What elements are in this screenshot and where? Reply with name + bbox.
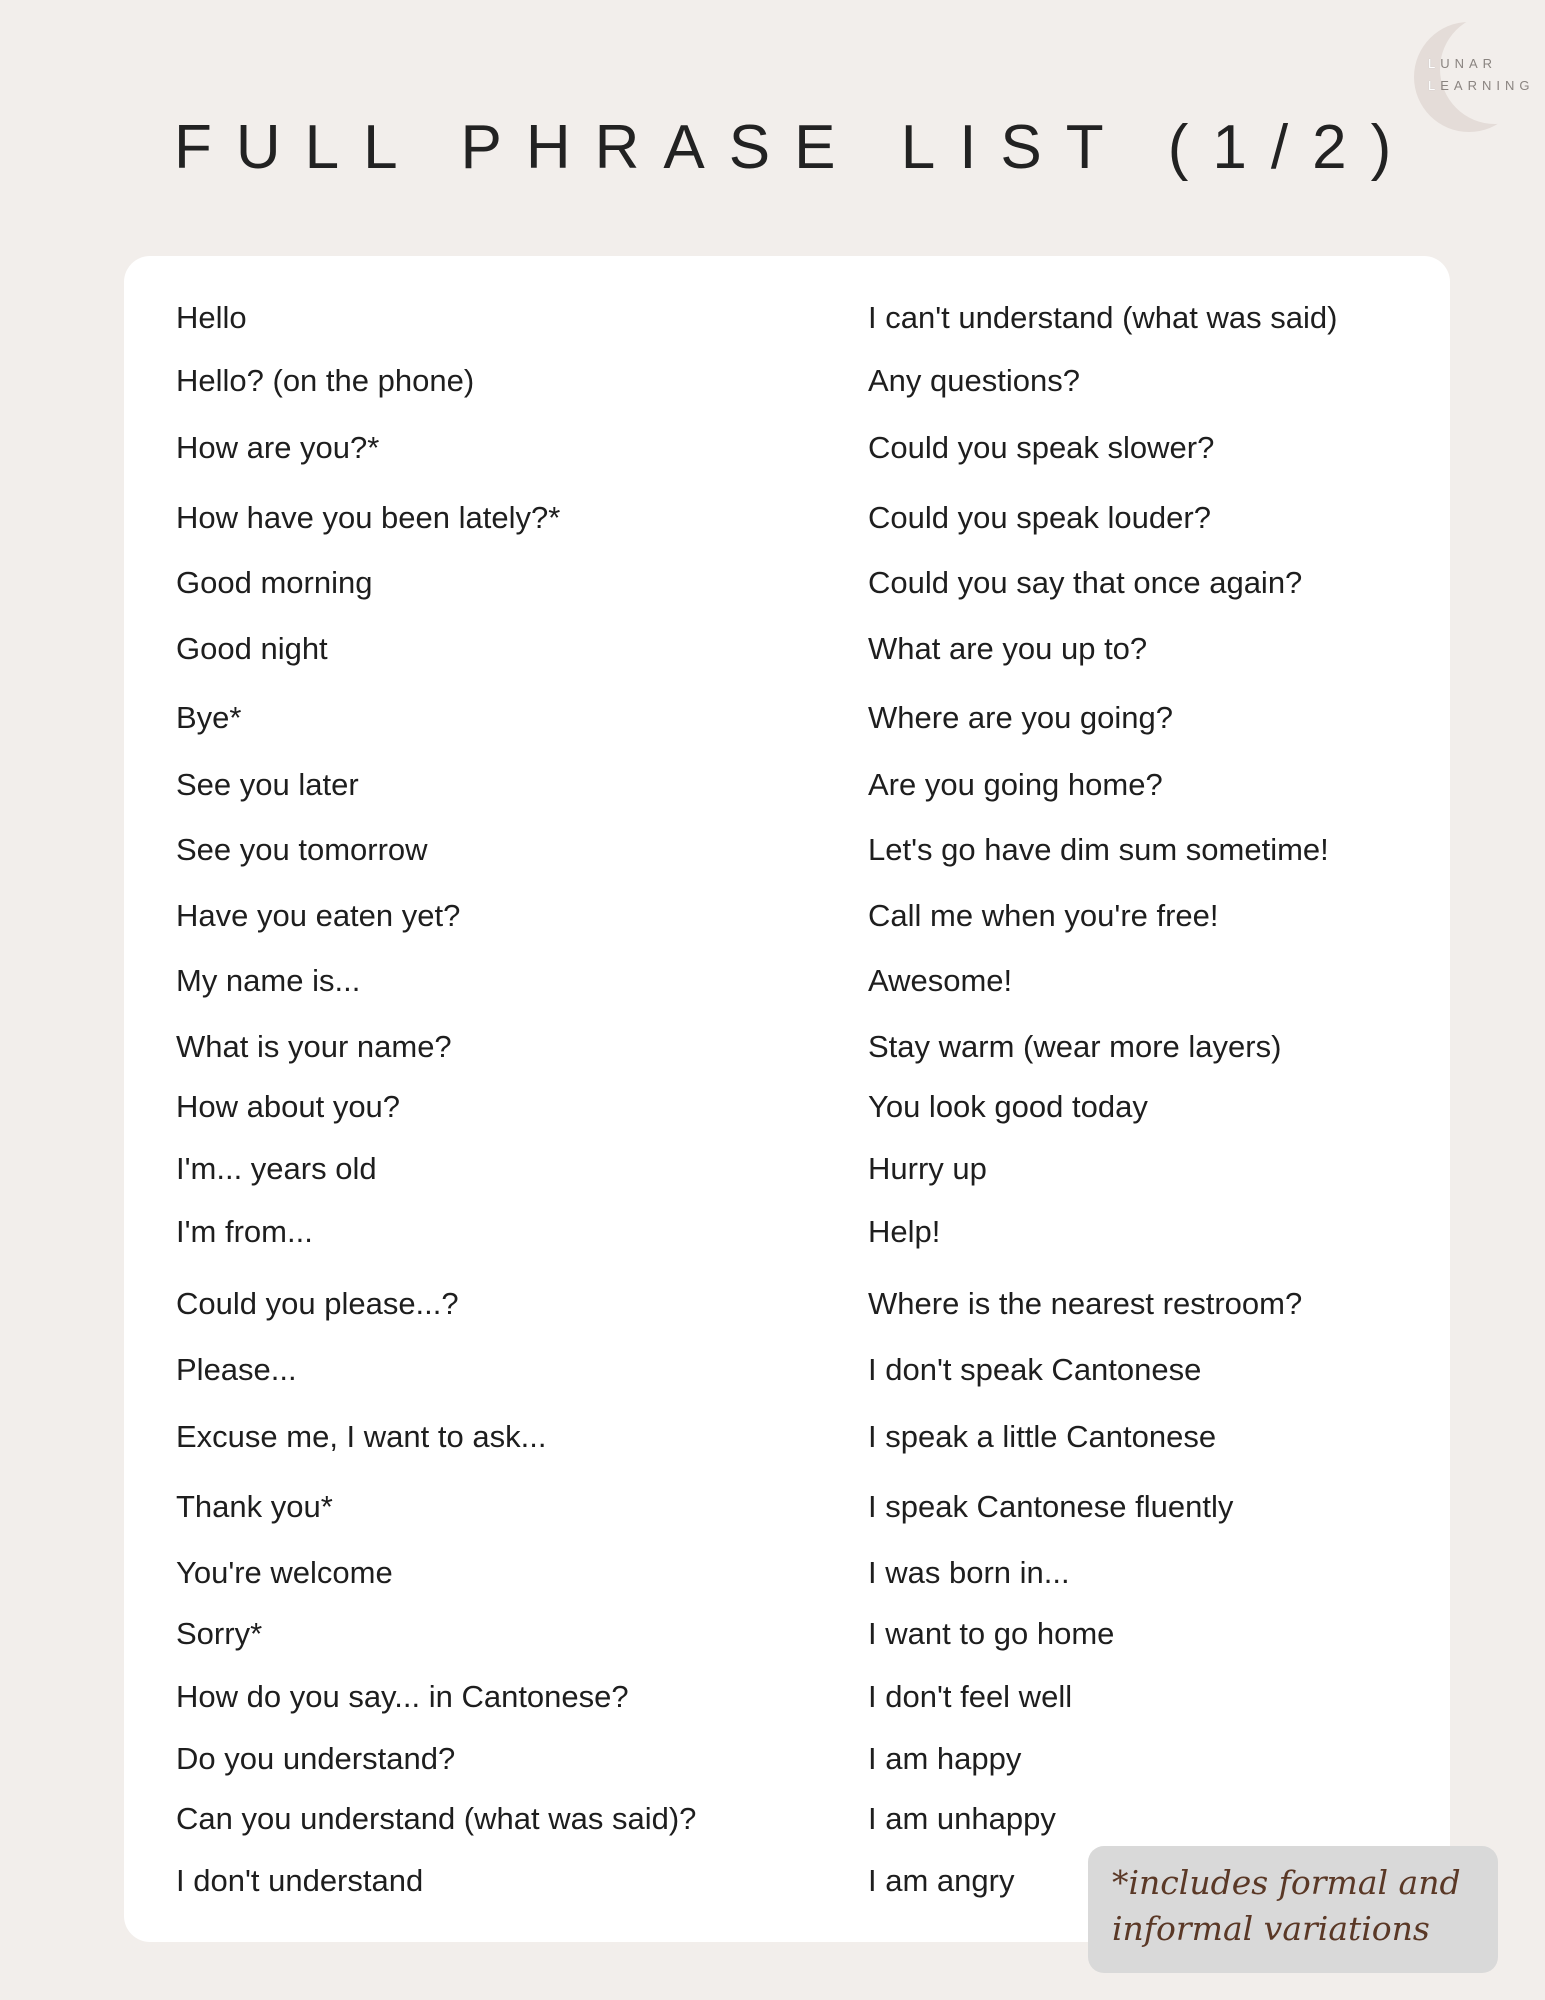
phrase-item: I speak Cantonese fluently <box>868 1489 1234 1524</box>
phrase-item: I don't understand <box>176 1863 424 1898</box>
phrase-item: Stay warm (wear more layers) <box>868 1029 1282 1064</box>
phrase-item: I am unhappy <box>868 1801 1056 1836</box>
phrase-item: Hello? (on the phone) <box>176 363 475 398</box>
phrase-item: Hello <box>176 300 247 335</box>
phrase-item: See you tomorrow <box>176 832 428 867</box>
phrase-item: I want to go home <box>868 1616 1115 1651</box>
phrase-item: I don't speak Cantonese <box>868 1352 1202 1387</box>
phrase-item: Thank you* <box>176 1489 333 1524</box>
phrase-item: Good morning <box>176 565 373 600</box>
phrase-item: Where is the nearest restroom? <box>868 1286 1303 1321</box>
phrase-item: I was born in... <box>868 1555 1070 1590</box>
phrase-item: You're welcome <box>176 1555 393 1590</box>
phrase-item: Could you say that once again? <box>868 565 1303 600</box>
phrase-item: My name is... <box>176 963 361 998</box>
phrase-item: Excuse me, I want to ask... <box>176 1419 547 1454</box>
phrase-item: I can't understand (what was said) <box>868 300 1338 335</box>
phrase-item: Have you eaten yet? <box>176 898 461 933</box>
phrase-item: How have you been lately?* <box>176 500 561 535</box>
page-title: FULL PHRASE LIST (1/2) <box>174 113 1416 182</box>
phrase-item: Awesome! <box>868 963 1013 998</box>
phrase-item: Bye* <box>176 700 242 735</box>
phrase-item: Do you understand? <box>176 1741 456 1776</box>
phrase-item: Please... <box>176 1352 297 1387</box>
phrase-item: I am angry <box>868 1863 1015 1898</box>
phrase-item: See you later <box>176 767 359 802</box>
phrase-item: Can you understand (what was said)? <box>176 1801 697 1836</box>
phrase-item: Could you speak slower? <box>868 430 1215 465</box>
phrase-item: What is your name? <box>176 1029 452 1064</box>
lunar-learning-logo <box>1410 20 1545 135</box>
phrase-item: I speak a little Cantonese <box>868 1419 1217 1454</box>
footnote: *includes formal and informal variations <box>1088 1846 1498 1973</box>
phrase-item: How are you?* <box>176 430 380 465</box>
phrase-item: How about you? <box>176 1089 401 1124</box>
phrase-item: Sorry* <box>176 1616 263 1651</box>
phrase-item: Could you please...? <box>176 1286 459 1321</box>
phrase-item: Hurry up <box>868 1151 987 1186</box>
phrase-item: Let's go have dim sum sometime! <box>868 832 1329 867</box>
phrase-item: Help! <box>868 1214 941 1249</box>
phrase-item: You look good today <box>868 1089 1148 1124</box>
phrase-item: Any questions? <box>868 363 1080 398</box>
phrase-item: Are you going home? <box>868 767 1163 802</box>
phrase-item: What are you up to? <box>868 631 1148 666</box>
logo-line1: LUNAR <box>1428 56 1498 71</box>
phrase-item: Good night <box>176 631 328 666</box>
phrase-item: I am happy <box>868 1741 1022 1776</box>
phrase-item: Could you speak louder? <box>868 500 1211 535</box>
phrase-item: I'm from... <box>176 1214 313 1249</box>
phrase-item: Where are you going? <box>868 700 1174 735</box>
phrase-item: I'm... years old <box>176 1151 377 1186</box>
logo-line2: LEARNING <box>1428 78 1535 93</box>
phrase-item: I don't feel well <box>868 1679 1073 1714</box>
phrase-item: How do you say... in Cantonese? <box>176 1679 629 1714</box>
phrase-item: Call me when you're free! <box>868 898 1219 933</box>
